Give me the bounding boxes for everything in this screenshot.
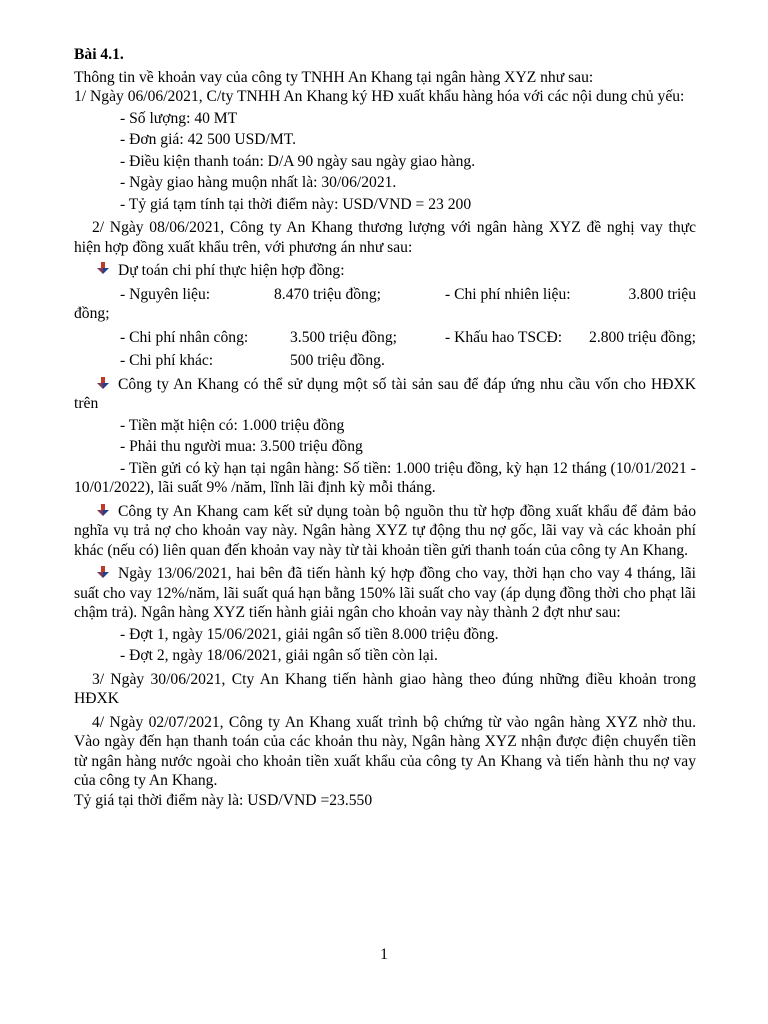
asset-cash: - Tiền mặt hiện có: 1.000 triệu đồng <box>120 416 345 434</box>
cost-value: 8.470 triệu đồng; <box>274 285 381 303</box>
intro-paragraph: Thông tin về khoản vay của công ty TNHH An Khang tại ngân hàng XYZ như sau: <box>74 68 594 86</box>
bullet-assets <box>74 375 696 414</box>
exercise-title: Bài 4.1. <box>74 46 124 63</box>
cost-label: - Chi phí nhiên liệu: <box>445 285 571 303</box>
cost-row-1 <box>74 285 696 305</box>
down-arrow-icon <box>96 376 110 390</box>
cost-label: - Chi phí khác: <box>120 352 214 369</box>
s1-item-payment: - Điều kiện thanh toán: D/A 90 ngày sau ngày giao hàng. <box>120 152 476 170</box>
s1-item-rate: - Tỷ giá tạm tính tại thời điểm này: USD/VND = 23 200 <box>120 195 472 213</box>
s1-item-price: - Đơn giá: 42 500 USD/MT. <box>120 131 297 148</box>
bullet-label: Ngày 13/06/2021, hai bên đã tiến hành ký hợp đồng cho vay, thời hạn cho vay 4 tháng, lãi suất cho vay 12%/năm, lãi suất quá hạn bằng 150% lãi suất cho vay (áp dụng đồng thời cho phạt lãi chậm trả). Ngân hàng XYZ tiến hành giải ngân cho khoản vay này thành 2 đợt như sau: <box>74 565 696 621</box>
bullet-commitment <box>74 502 696 561</box>
cost-label: - Nguyên liệu: <box>120 285 211 303</box>
page-number: 1 <box>380 946 388 963</box>
asset-deposit: - Tiền gửi có kỳ hạn tại ngân hàng: Số tiền: 1.000 triệu đồng, kỳ hạn 12 tháng (10/01/2021 - 10/01/2022), lãi suất 9% /năm, lĩnh lãi định kỳ mỗi tháng. <box>74 459 696 496</box>
cost-value: 3.500 triệu đồng; <box>290 328 397 346</box>
down-arrow-icon <box>96 261 110 275</box>
cost-value: 500 triệu đồng. <box>290 352 385 369</box>
asset-receivable: - Phải thu người mua: 3.500 triệu đồng <box>120 438 363 455</box>
bullet-loan-contract <box>74 564 696 623</box>
cost-value: 3.800 triệu <box>628 285 696 303</box>
cost-label: - Khấu hao TSCĐ: <box>445 328 563 346</box>
down-arrow-icon <box>96 503 110 517</box>
disbursement-2: - Đợt 2, ngày 18/06/2021, giải ngân số tiền còn lại. <box>120 647 438 664</box>
cost-row-2 <box>74 328 696 348</box>
section-2-text: 2/ Ngày 08/06/2021, Công ty An Khang thương lượng với ngân hàng XYZ đề nghị vay thực hiện hợp đồng xuất khẩu trên, với phương án như sau: <box>74 219 696 256</box>
section-3-text: 3/ Ngày 30/06/2021, Cty An Khang tiến hành giao hàng theo đúng những điều khoản trong HĐXK <box>74 670 696 707</box>
cost-label: - Chi phí nhân công: <box>120 328 249 346</box>
s1-item-delivery: - Ngày giao hàng muộn nhất là: 30/06/2021. <box>120 174 397 191</box>
cost-row-1-continued: đồng; <box>74 305 110 322</box>
bullet-label: Công ty An Khang cam kết sử dụng toàn bộ nguồn thu từ hợp đồng xuất khẩu để đảm bảo nghĩa vụ trả nợ cho khoản vay này. Ngân hàng XYZ tự động thu nợ gốc, lãi vay và các khoản phí khác (nếu có) liên quan đến khoản vay này từ tài khoản tiền gửi thanh toán của công ty An Khang. <box>74 502 696 559</box>
bullet-label: Công ty An Khang có thể sử dụng một số tài sản sau để đáp ứng nhu cầu vốn cho HĐXK trên <box>74 375 696 412</box>
s1-item-quantity: - Số lượng: 40 MT <box>120 109 238 127</box>
exchange-rate-note: Tỷ giá tại thời điểm này là: USD/VND =23.550 <box>74 791 373 809</box>
disbursement-1: - Đợt 1, ngày 15/06/2021, giải ngân số tiền 8.000 triệu đồng. <box>120 625 499 643</box>
bullet-label: Dự toán chi phí thực hiện hợp đồng: <box>118 262 345 279</box>
document-body <box>74 45 696 810</box>
section-4-text: 4/ Ngày 02/07/2021, Công ty An Khang xuất trình bộ chứng từ vào ngân hàng XYZ nhờ thu. Vào ngày đến hạn thanh toán của các khoản thu này, Ngân hàng XYZ nhận được điện chuyển tiền từ ngân hàng nước ngoài cho khoản tiền xuất khẩu của công ty An Khang và tiến hành thu nợ vay của công ty An Khang. <box>74 713 696 789</box>
section-1-text: 1/ Ngày 06/06/2021, C/ty TNHH An Khang ký HĐ xuất khẩu hàng hóa với các nội dung chủ yếu: <box>74 88 685 105</box>
cost-value: 2.800 triệu đồng; <box>589 328 696 346</box>
bullet-cost-estimate <box>74 261 696 281</box>
cost-row-3 <box>74 351 696 371</box>
down-arrow-icon <box>96 565 110 579</box>
